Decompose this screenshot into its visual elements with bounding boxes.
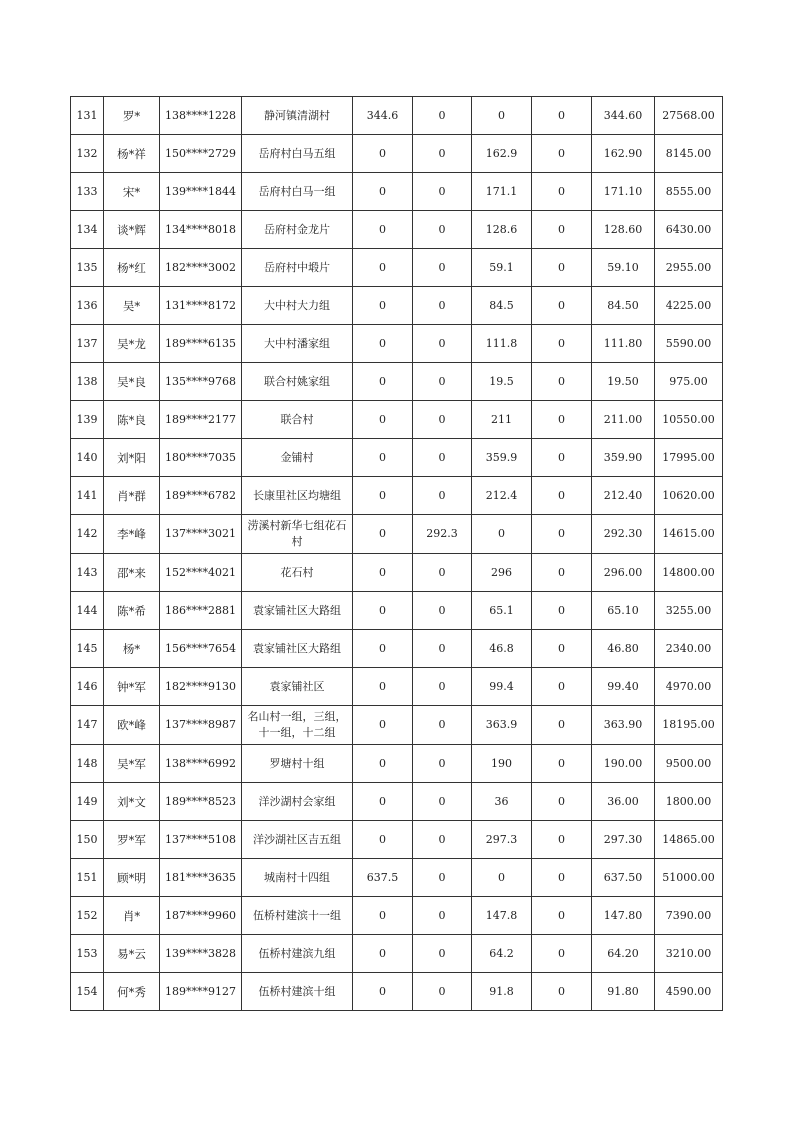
cell-phone: 187****9960 [160,897,242,935]
cell-area-1: 0 [353,439,413,477]
cell-phone: 138****1228 [160,97,242,135]
cell-total-area: 637.50 [592,859,655,897]
cell-area-2: 0 [413,859,472,897]
cell-phone: 156****7654 [160,630,242,668]
cell-area-1: 0 [353,783,413,821]
cell-area-4: 0 [532,668,592,706]
cell-area-1: 0 [353,897,413,935]
cell-total-area: 91.80 [592,973,655,1011]
cell-location: 伍桥村建滨十组 [242,973,353,1011]
table-row [71,211,723,249]
table-row [71,973,723,1011]
cell-area-3: 128.6 [472,211,532,249]
cell-phone: 137****8987 [160,706,242,745]
cell-serial-number: 135 [71,249,104,287]
cell-phone: 134****8018 [160,211,242,249]
cell-phone: 150****2729 [160,135,242,173]
cell-total-area: 111.80 [592,325,655,363]
table-row [71,325,723,363]
cell-subsidy-amount: 18195.00 [655,706,723,745]
cell-area-2: 0 [413,439,472,477]
cell-subsidy-amount: 51000.00 [655,859,723,897]
cell-area-2: 0 [413,973,472,1011]
cell-name: 钟*军 [104,668,160,706]
cell-subsidy-amount: 4970.00 [655,668,723,706]
cell-serial-number: 154 [71,973,104,1011]
cell-area-1: 0 [353,477,413,515]
cell-subsidy-amount: 1800.00 [655,783,723,821]
cell-phone: 180****7035 [160,439,242,477]
cell-area-1: 0 [353,821,413,859]
cell-area-3: 190 [472,745,532,783]
cell-total-area: 147.80 [592,897,655,935]
cell-total-area: 344.60 [592,97,655,135]
cell-area-4: 0 [532,325,592,363]
subsidy-table-page [70,96,723,1011]
cell-area-2: 0 [413,668,472,706]
cell-location: 袁家铺社区 [242,668,353,706]
table-row [71,97,723,135]
cell-subsidy-amount: 10620.00 [655,477,723,515]
cell-phone: 139****1844 [160,173,242,211]
cell-total-area: 59.10 [592,249,655,287]
cell-total-area: 36.00 [592,783,655,821]
cell-area-1: 0 [353,706,413,745]
table-row [71,135,723,173]
cell-location: 岳府村金龙片 [242,211,353,249]
cell-area-4: 0 [532,783,592,821]
cell-area-4: 0 [532,287,592,325]
cell-area-2: 0 [413,401,472,439]
cell-area-2: 0 [413,935,472,973]
cell-subsidy-amount: 7390.00 [655,897,723,935]
cell-area-3: 84.5 [472,287,532,325]
cell-serial-number: 144 [71,592,104,630]
cell-area-2: 0 [413,706,472,745]
cell-subsidy-amount: 17995.00 [655,439,723,477]
cell-area-4: 0 [532,630,592,668]
cell-area-2: 0 [413,249,472,287]
cell-area-4: 0 [532,97,592,135]
cell-name: 陈*良 [104,401,160,439]
cell-area-3: 363.9 [472,706,532,745]
cell-subsidy-amount: 2955.00 [655,249,723,287]
table-row [71,554,723,592]
cell-serial-number: 152 [71,897,104,935]
cell-serial-number: 133 [71,173,104,211]
cell-location: 岳府村白马一组 [242,173,353,211]
cell-name: 杨*祥 [104,135,160,173]
table-row [71,897,723,935]
cell-name: 罗* [104,97,160,135]
cell-name: 吴*龙 [104,325,160,363]
cell-area-4: 0 [532,821,592,859]
cell-location: 长康里社区均塘组 [242,477,353,515]
cell-area-3: 171.1 [472,173,532,211]
cell-area-2: 0 [413,97,472,135]
cell-name: 刘*阳 [104,439,160,477]
cell-area-4: 0 [532,439,592,477]
cell-total-area: 212.40 [592,477,655,515]
cell-name: 吴* [104,287,160,325]
cell-serial-number: 138 [71,363,104,401]
cell-location: 岳府村中塅片 [242,249,353,287]
cell-name: 邵*来 [104,554,160,592]
cell-area-3: 0 [472,859,532,897]
cell-phone: 186****2881 [160,592,242,630]
table-row [71,515,723,554]
cell-area-2: 0 [413,630,472,668]
cell-location: 洋沙湖社区吉五组 [242,821,353,859]
cell-total-area: 296.00 [592,554,655,592]
cell-total-area: 162.90 [592,135,655,173]
cell-phone: 138****6992 [160,745,242,783]
cell-phone: 152****4021 [160,554,242,592]
cell-area-1: 0 [353,173,413,211]
cell-phone: 181****3635 [160,859,242,897]
cell-area-1: 0 [353,287,413,325]
cell-location: 伍桥村建滨十一组 [242,897,353,935]
cell-total-area: 65.10 [592,592,655,630]
cell-serial-number: 145 [71,630,104,668]
cell-name: 吴*军 [104,745,160,783]
cell-serial-number: 134 [71,211,104,249]
cell-serial-number: 132 [71,135,104,173]
table-row [71,363,723,401]
cell-total-area: 359.90 [592,439,655,477]
cell-area-4: 0 [532,973,592,1011]
cell-area-1: 0 [353,592,413,630]
cell-location: 城南村十四组 [242,859,353,897]
cell-subsidy-amount: 9500.00 [655,745,723,783]
cell-serial-number: 136 [71,287,104,325]
cell-name: 顾*明 [104,859,160,897]
cell-name: 肖* [104,897,160,935]
cell-serial-number: 151 [71,859,104,897]
cell-name: 何*秀 [104,973,160,1011]
cell-location: 联合村 [242,401,353,439]
cell-area-4: 0 [532,935,592,973]
cell-area-3: 64.2 [472,935,532,973]
cell-area-3: 296 [472,554,532,592]
cell-name: 肖*群 [104,477,160,515]
cell-name: 宋* [104,173,160,211]
cell-location: 袁家铺社区大路组 [242,630,353,668]
cell-area-1: 0 [353,135,413,173]
cell-area-3: 46.8 [472,630,532,668]
cell-area-1: 0 [353,363,413,401]
cell-area-3: 91.8 [472,973,532,1011]
cell-location: 大中村潘家组 [242,325,353,363]
cell-total-area: 171.10 [592,173,655,211]
cell-phone: 189****8523 [160,783,242,821]
cell-location: 静河镇清湖村 [242,97,353,135]
cell-total-area: 297.30 [592,821,655,859]
cell-location: 金铺村 [242,439,353,477]
table-row [71,477,723,515]
cell-serial-number: 137 [71,325,104,363]
cell-area-3: 59.1 [472,249,532,287]
cell-area-1: 0 [353,745,413,783]
cell-subsidy-amount: 8145.00 [655,135,723,173]
cell-subsidy-amount: 14800.00 [655,554,723,592]
cell-serial-number: 148 [71,745,104,783]
table-row [71,706,723,745]
cell-area-3: 162.9 [472,135,532,173]
cell-serial-number: 139 [71,401,104,439]
table-row [71,745,723,783]
cell-area-3: 36 [472,783,532,821]
cell-area-3: 111.8 [472,325,532,363]
cell-total-area: 46.80 [592,630,655,668]
cell-total-area: 84.50 [592,287,655,325]
cell-area-3: 359.9 [472,439,532,477]
cell-serial-number: 147 [71,706,104,745]
cell-area-1: 0 [353,401,413,439]
cell-subsidy-amount: 14865.00 [655,821,723,859]
cell-subsidy-amount: 6430.00 [655,211,723,249]
cell-location: 罗塘村十组 [242,745,353,783]
cell-area-4: 0 [532,173,592,211]
cell-location: 袁家铺社区大路组 [242,592,353,630]
cell-total-area: 211.00 [592,401,655,439]
cell-area-4: 0 [532,135,592,173]
cell-area-2: 0 [413,173,472,211]
cell-area-1: 344.6 [353,97,413,135]
cell-area-3: 211 [472,401,532,439]
cell-area-2: 0 [413,821,472,859]
cell-area-3: 297.3 [472,821,532,859]
cell-phone: 189****9127 [160,973,242,1011]
cell-area-4: 0 [532,515,592,554]
cell-name: 李*峰 [104,515,160,554]
cell-area-4: 0 [532,211,592,249]
subsidy-table [70,96,723,1011]
table-row [71,287,723,325]
cell-subsidy-amount: 4590.00 [655,973,723,1011]
cell-area-1: 0 [353,554,413,592]
cell-area-4: 0 [532,554,592,592]
cell-serial-number: 153 [71,935,104,973]
cell-area-2: 0 [413,897,472,935]
cell-serial-number: 140 [71,439,104,477]
cell-area-4: 0 [532,477,592,515]
cell-serial-number: 149 [71,783,104,821]
cell-serial-number: 146 [71,668,104,706]
cell-location: 花石村 [242,554,353,592]
cell-location: 联合村姚家组 [242,363,353,401]
table-row [71,935,723,973]
cell-phone: 137****5108 [160,821,242,859]
cell-name: 陈*希 [104,592,160,630]
table-row [71,592,723,630]
cell-phone: 137****3021 [160,515,242,554]
cell-area-4: 0 [532,897,592,935]
cell-name: 易*云 [104,935,160,973]
cell-area-2: 292.3 [413,515,472,554]
cell-phone: 189****6135 [160,325,242,363]
cell-name: 欧*峰 [104,706,160,745]
cell-area-3: 147.8 [472,897,532,935]
cell-area-2: 0 [413,135,472,173]
cell-area-1: 0 [353,935,413,973]
table-row [71,439,723,477]
cell-area-4: 0 [532,401,592,439]
cell-location: 名山村一组，三组，十一组，十二组 [242,706,353,745]
cell-phone: 189****6782 [160,477,242,515]
cell-subsidy-amount: 14615.00 [655,515,723,554]
cell-area-3: 19.5 [472,363,532,401]
cell-area-2: 0 [413,477,472,515]
cell-area-1: 0 [353,668,413,706]
cell-area-1: 0 [353,249,413,287]
cell-name: 杨*红 [104,249,160,287]
cell-area-4: 0 [532,363,592,401]
table-row [71,668,723,706]
cell-subsidy-amount: 4225.00 [655,287,723,325]
cell-area-1: 0 [353,211,413,249]
cell-area-1: 637.5 [353,859,413,897]
cell-name: 吴*良 [104,363,160,401]
table-body [71,97,723,1011]
cell-location: 伍桥村建滨九组 [242,935,353,973]
table-row [71,859,723,897]
cell-area-4: 0 [532,745,592,783]
cell-area-2: 0 [413,783,472,821]
cell-subsidy-amount: 10550.00 [655,401,723,439]
cell-phone: 135****9768 [160,363,242,401]
cell-location: 涝溪村新华七组花石村 [242,515,353,554]
cell-phone: 131****8172 [160,287,242,325]
cell-phone: 182****9130 [160,668,242,706]
cell-phone: 139****3828 [160,935,242,973]
cell-name: 谈*辉 [104,211,160,249]
cell-total-area: 64.20 [592,935,655,973]
table-row [71,173,723,211]
cell-name: 罗*军 [104,821,160,859]
cell-area-3: 99.4 [472,668,532,706]
cell-total-area: 128.60 [592,211,655,249]
cell-area-4: 0 [532,592,592,630]
cell-phone: 182****3002 [160,249,242,287]
table-row [71,249,723,287]
cell-subsidy-amount: 8555.00 [655,173,723,211]
cell-area-4: 0 [532,249,592,287]
cell-area-2: 0 [413,287,472,325]
cell-area-3: 0 [472,515,532,554]
table-row [71,821,723,859]
cell-area-3: 212.4 [472,477,532,515]
cell-subsidy-amount: 975.00 [655,363,723,401]
cell-name: 杨* [104,630,160,668]
table-row [71,783,723,821]
cell-subsidy-amount: 2340.00 [655,630,723,668]
cell-serial-number: 150 [71,821,104,859]
cell-subsidy-amount: 3210.00 [655,935,723,973]
cell-area-2: 0 [413,325,472,363]
cell-location: 大中村大力组 [242,287,353,325]
cell-serial-number: 143 [71,554,104,592]
cell-subsidy-amount: 27568.00 [655,97,723,135]
cell-area-3: 65.1 [472,592,532,630]
cell-name: 刘*文 [104,783,160,821]
cell-area-1: 0 [353,630,413,668]
cell-serial-number: 142 [71,515,104,554]
cell-area-4: 0 [532,859,592,897]
cell-total-area: 363.90 [592,706,655,745]
cell-area-2: 0 [413,592,472,630]
cell-area-2: 0 [413,363,472,401]
cell-area-1: 0 [353,973,413,1011]
cell-total-area: 99.40 [592,668,655,706]
cell-area-2: 0 [413,554,472,592]
cell-area-2: 0 [413,745,472,783]
cell-area-1: 0 [353,515,413,554]
cell-total-area: 292.30 [592,515,655,554]
cell-serial-number: 141 [71,477,104,515]
table-row [71,401,723,439]
cell-total-area: 190.00 [592,745,655,783]
cell-subsidy-amount: 5590.00 [655,325,723,363]
cell-serial-number: 131 [71,97,104,135]
cell-subsidy-amount: 3255.00 [655,592,723,630]
cell-phone: 189****2177 [160,401,242,439]
cell-total-area: 19.50 [592,363,655,401]
cell-area-4: 0 [532,706,592,745]
cell-location: 岳府村白马五组 [242,135,353,173]
cell-area-2: 0 [413,211,472,249]
cell-area-3: 0 [472,97,532,135]
table-row [71,630,723,668]
cell-location: 洋沙湖村会家组 [242,783,353,821]
cell-area-1: 0 [353,325,413,363]
